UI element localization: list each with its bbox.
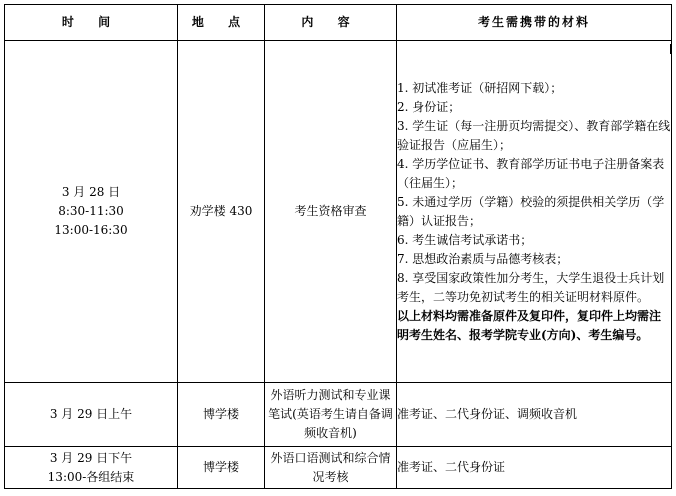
edge-mark [670, 44, 672, 54]
header-materials: 考生需携带的材料 [397, 5, 672, 41]
exam-schedule-table [4, 4, 672, 489]
material-item: 准考证、二代身份证、调频收音机 [397, 407, 578, 421]
time-cell [5, 41, 178, 383]
material-item: 1. 初试准考证（研招网下载）； [397, 80, 563, 95]
place-cell: 博学楼 [178, 447, 265, 489]
material-item: 2. 身份证； [397, 99, 461, 114]
time-cell [5, 447, 178, 489]
materials-cell [397, 41, 672, 383]
time-line: 3 月 29 日上午 [49, 407, 133, 421]
time-line: 3 月 28 日 [61, 185, 121, 199]
materials-note: 以上材料均需准备原件及复印件，复印件上均需注明考生姓名、报考学院专业(方向)、考生编号。 [397, 308, 662, 342]
material-item: 6. 考生诚信考试承诺书； [397, 232, 533, 247]
materials-cell [397, 447, 672, 489]
material-item: 准考证、二代身份证 [397, 460, 506, 474]
table-row [5, 383, 672, 447]
place-cell: 博学楼 [178, 383, 265, 447]
place-cell: 劝学楼 430 [178, 41, 265, 383]
content-cell: 外语口语测试和综合情况考核 [265, 447, 397, 489]
material-item: 4. 学历学位证书、教育部学历证书电子注册备案表（往届生）； [397, 156, 665, 190]
content-cell: 考生资格审查 [265, 41, 397, 383]
time-line: 13:00-16:30 [54, 223, 128, 237]
material-item: 3. 学生证（每一注册页均需提交）、教育部学籍在线验证报告（应届生）； [397, 118, 671, 152]
header-content: 内 容 [265, 5, 397, 41]
time-line: 13:00-各组结束 [47, 469, 135, 484]
table-row [5, 447, 672, 489]
content-cell: 外语听力测试和专业课笔试(英语考生请自备调频收音机) [265, 383, 397, 447]
materials-cell [397, 383, 672, 447]
time-cell [5, 383, 178, 447]
material-item: 5. 未通过学历（学籍）校验的须提供相关学历（学籍）认证报告； [397, 194, 665, 228]
time-line: 8:30-11:30 [58, 204, 124, 218]
material-item: 8. 享受国家政策性加分考生，大学生退役士兵计划考生，二等功免初试考生的相关证明材料原件。 [397, 270, 665, 304]
header-time: 时 间 [5, 5, 178, 41]
material-item: 7. 思想政治素质与品德考核表； [397, 251, 569, 266]
time-line: 3 月 29 日下午 [49, 450, 133, 465]
header-row [5, 5, 672, 41]
header-place: 地 点 [178, 5, 265, 41]
table-row [5, 41, 672, 383]
